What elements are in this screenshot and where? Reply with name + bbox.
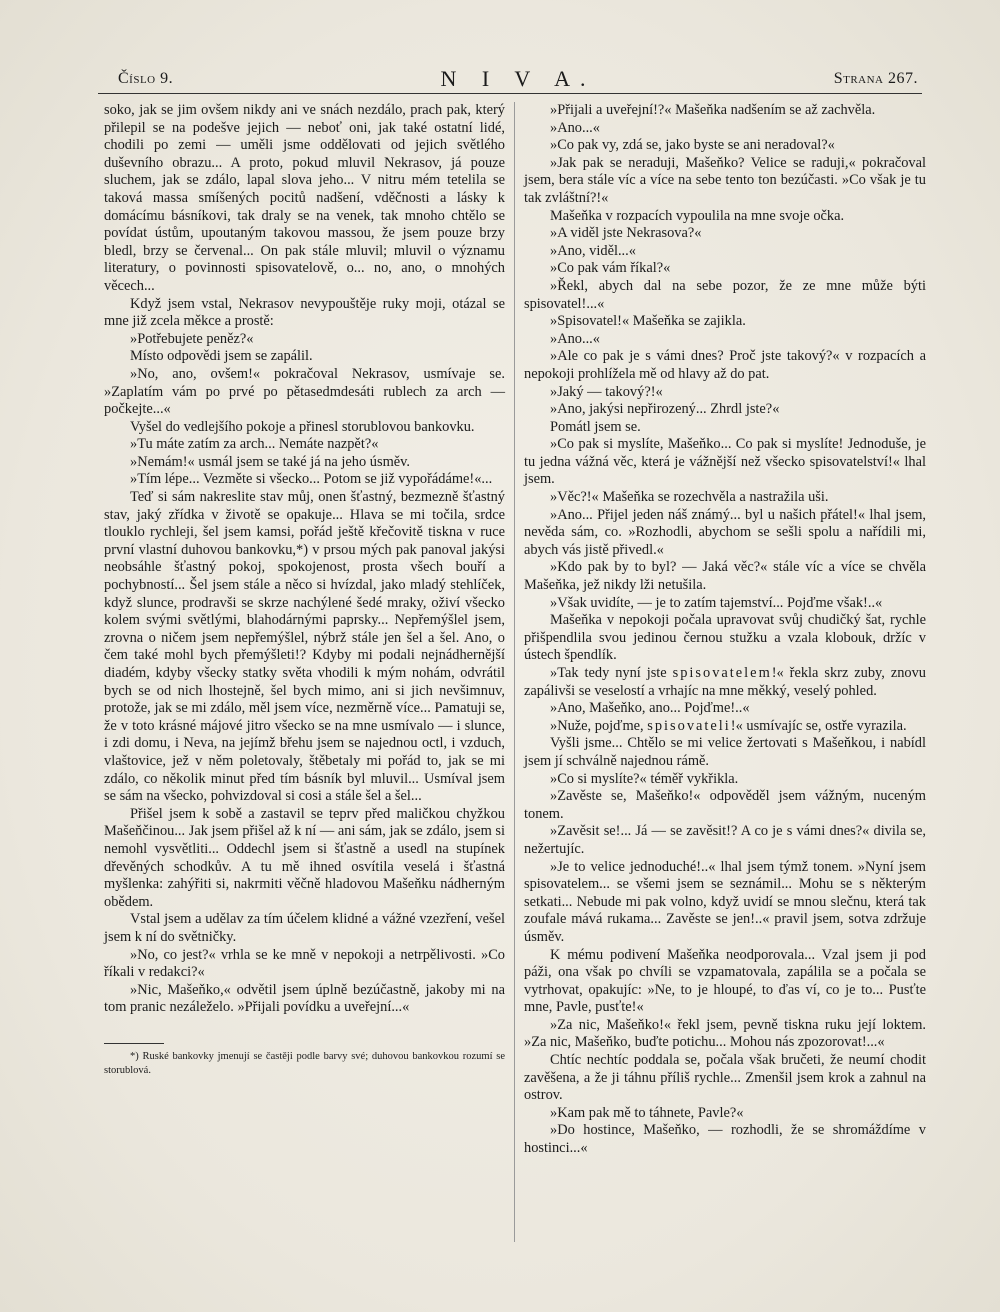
- paragraph: »Ale co pak je s vámi dnes? Proč jste takový?« v rozpacích a nepokoji prohlížela mě od hlavy až do pat.: [524, 348, 926, 382]
- paragraph: »Spisovatel!« Mašeňka se zajikla.: [550, 313, 746, 330]
- paragraph: »Jak pak se neraduji, Mašeňko? Velice se raduji,« pokračoval jsem, bera stále víc a více na sebe tento ton bezúčasti. »Co však je tu tak zvláštní?!«: [524, 154, 926, 206]
- paragraph: soko, jak se jim ovšem nikdy ani ve snách nezdálo, prach pak, který přilepil se na podešve jejich — neboť oni, jak také ostatní lidé, chodili po zemi — uměli jsme oddělovati od jejich světlého duševního obrazu... A proto, pokud mluvil Nekrasov, já pouze sluchem, jak se zdálo, lapal slova jeho... V nitru mém tetelila se taková massa smíšených pocitů nadšení, vděčnosti a lásky k domácímu básníkovi, tak draly se na venek, tak mnoho chtělo se povídat ústům, upoutaným takovou massou, že jsem pouze brzy bledl, brzy se červenal... On pak stále mluvil; mluvil o významu literatury, o povinnosti spisovatelově, o... no, ano, o mnohých věcech...: [104, 102, 505, 294]
- paragraph: Přišel jsem k sobě a zastavil se teprv před maličkou chyžkou Mašeňčinou... Jak jsem přišel až k ní — ani sám, jak se zdálo, jsem si nemohl vysvětliti... Oddechl jsem si šťastně a usedl na stupínek dřevěných schodkův. A tu mě ihned osvítila veselá i šťastná myšlenka: zahýřiti si, nakrmiti věčně hladovou Mašeňku nádherným obědem.: [104, 805, 505, 910]
- paragraph: »Co si myslíte?« téměř vykřikla.: [550, 770, 739, 787]
- paragraph: »Tu máte zatím za arch... Nemáte nazpět?«: [130, 436, 379, 453]
- paragraph: »Věc?!« Mašeňka se rozechvěla a nastražila uši.: [550, 489, 829, 506]
- column-divider: [514, 102, 515, 1242]
- paragraph: »Nuže, pojďme, spisovateli!« usmívajíc se, ostře vyrazila.: [550, 717, 907, 734]
- paragraph: »Kam pak mě to táhnete, Pavle?«: [550, 1104, 744, 1121]
- paragraph: »Za nic, Mašeňko!« řekl jsem, pevně tiskna ruku její loktem. »Za nic, Mašeňko, buďte potichu... Mohou nás zpozorovat!...«: [524, 1016, 926, 1051]
- paragraph: Mašeňka v nepokoji počala upravovat svůj chudičký šat, rychle přišpendlila svou jedinou černou stužku a vzala klobouk, držíc v ústech špendlík.: [524, 612, 926, 664]
- paragraph: »Do hostince, Mašeňko, — rozhodli, že se shromáždíme v hostinci...«: [524, 1122, 926, 1157]
- paragraph: »Co pak vy, zdá se, jako byste se ani neradoval?«: [550, 137, 835, 154]
- paragraph: »Zavěsit se!... Já — se zavěsit!? A co je s vámi dnes?« divila se, nežertujíc.: [524, 823, 926, 857]
- paragraph: »Je to velice jednoduché!..« lhal jsem týmž tonem. »Nyní jsem spisovatelem... se všemi jsem se seznámil... Mohu se s některým setkati... Nebude mi pak volno, když uvidí se mnou slečnu, která tak zoufale mává rukama... Zavěste se jen!..« pravil jsem, sotva zdržuje úsměv.: [524, 858, 926, 945]
- paragraph: »Jaký — takový?!«: [550, 383, 663, 400]
- paragraph: »Nic, Mašeňko,« odvětil jsem úplně bezúčastně, jakoby mi na tom pranic nezáleželo. »Přijali povídku a uveřejní...«: [104, 981, 505, 1016]
- paragraph: »Ano, Mašeňko, ano... Pojďme!..«: [550, 700, 750, 717]
- paragraph: »No, ano, ovšem!« pokračoval Nekrasov, usmívaje se. »Zaplatím vám po prvé po pětasedmdesáti rublech za arch — počkejte...«: [104, 365, 505, 418]
- paragraph: »Nemám!« usmál jsem se také já na jeho úsměv.: [130, 453, 411, 470]
- paragraph: Místo odpovědi jsem se zapálil.: [130, 348, 313, 365]
- paragraph: »No, co jest?« vrhla se ke mně v nepokoji a netrpělivosti. »Co říkali v redakci?«: [104, 946, 505, 981]
- page-header: [118, 64, 918, 94]
- paragraph: Vstal jsem a udělav za tím účelem klidné a vážné vzezření, vešel jsem k ní do světničky.: [104, 911, 505, 945]
- paragraph: »Ano...«: [550, 330, 600, 347]
- paragraph: »Ano...«: [550, 119, 600, 136]
- header-rule: [98, 93, 922, 94]
- left-column: [104, 102, 505, 1078]
- paragraph: Chtíc nechtíc poddala se, počala však bručeti, že neumí chodit zavěšena, a že ji táhnu příliš rychle... Zmenšil jsem krok a zahnul na ostrov.: [524, 1052, 926, 1104]
- paragraph: »Co pak vám říkal?«: [550, 260, 671, 277]
- journal-title: N I V A.: [440, 66, 596, 91]
- paragraph: »Co pak si myslíte, Mašeňko... Co pak si myslíte! Jednoduše, je tu jedna vážná věc, která je vážnější než všecko spisovatelství!« lhal jsem.: [524, 436, 926, 488]
- paragraph: »Přijali a uveřejní!?« Mašeňka nadšením se až zachvěla.: [550, 102, 876, 118]
- paragraph: Vyšel do vedlejšího pokoje a přinesl storublovou bankovku.: [130, 418, 475, 435]
- paragraph: Teď si sám nakreslite stav můj, onen šťastný, bezmezně šťastný stav, jaký zřídka v životě se opakuje... Hlava se mi točila, srdce tlouklo rychleji, šel jsem kamsi, pořád ještě křečovitě tiskna v ruce první vlastní duhovou bankovku,*) v prsou mých pak panoval jakýsi neobsáhle šťastný pokoj, spokojenost, prosta všech bouří a pochybností... Šel jsem stále a něco si hvízdal, jako mladý stehlíček, když slunce, prodravši se skrze nachýlené šedé mraky, oživí všecko kolem svými světlými, blahodárnými paprsky... Nepřemýšlel jsem, zrovna o ničem jsem nepřemýšlel, nýbrž stále jen šel a šel. Ano, o čem také mohl bych přemýšleti!? Kdyby mi podali nejnádhernější diadém, kdyby všecky statky světa vhodili k mým nohám, odvrátil bych se od nich lhostejně, šel bych mimo, ani si jich nevšimnuv, protože, jak se mi zdálo, měl jsem více, nezměrně více... Pamatuji se, že v toto krásné májové jitro všecko se na mne usmívalo — i slunce, i zdi domu, i Neva, na jejímž břehu jsem se najednou octl, i vzduch, vlaštovice, jež v něm poletovaly, štěbetaly mi pořád to, jak se mi zdálo, co několik minut před tím básník byl mluvil... Usmíval jsem se sám na všecko, pohvizdoval si cosi a stále šel a šel...: [104, 489, 505, 805]
- paragraph: Mašeňka v rozpacích vypoulila na mne svoje očka.: [550, 207, 845, 224]
- footnote-rule: [104, 1043, 164, 1044]
- issue-number: Číslo 9.: [118, 70, 174, 87]
- paragraph: Pomátl jsem se.: [550, 418, 641, 435]
- paragraph: »A viděl jste Nekrasova?«: [550, 225, 702, 242]
- paragraph: »Ano, jakýsi nepřirozený... Zhrdl jste?«: [550, 401, 780, 418]
- paragraph: »Kdo pak by to byl? — Jaká věc?« stále víc a více se chvěla Mašeňka, jež nikdy lži netušila.: [524, 559, 926, 594]
- paragraph: »Však uvidíte, — je to zatím tajemství... Pojďme však!..«: [550, 594, 883, 611]
- paragraph: »Potřebujete peněz?«: [130, 330, 254, 347]
- paragraph: K mému podivení Mašeňka neodporovala... Vzal jsem ji pod páži, ona však po chvíli se vzpamatovala, zapálila se a počala se vytrhovat, opakujíc: »Ne, to je hloupé, to ďas ví, co je to... Pusťte mne, Pavle, pusťte!«: [524, 946, 926, 1016]
- footnote: *) Ruské bankovky jmenují se častěji podle barvy své; duhovou bankovkou rozumí se storublová.: [104, 1050, 505, 1076]
- paragraph: Vyšli jsme... Chtělo se mi velice žertovati s Mašeňkou, i nabídl jsem jí schválně najednou rámě.: [524, 735, 926, 769]
- paragraph: »Řekl, abych dal na sebe pozor, že ze mne může býti spisovatel!...«: [524, 277, 926, 312]
- right-column: [524, 102, 926, 1158]
- paragraph: »Tím lépe... Vezměte si všecko... Potom se již vypořádáme!«...: [130, 471, 493, 488]
- page-number: Strana 267.: [833, 70, 918, 87]
- paragraph: »Ano, viděl...«: [550, 242, 636, 259]
- paragraph: »Zavěste se, Mašeňko!« odpověděl jsem vážným, nuceným tonem.: [524, 788, 926, 822]
- paragraph: »Tak tedy nyní jste spisovatelem!« řekla skrz zuby, znovu zapálivši se veselostí a vrhajíc na mne měkký, veselý pohled.: [524, 665, 926, 699]
- paragraph: »Ano... Přijel jeden náš známý... byl u našich přátel!« lhal jsem, nevěda sám, co. »Rozhodli, abychom se sešli spolu a nařídili mi, abych vás jistě přivedl.«: [524, 506, 926, 558]
- paragraph: Když jsem vstal, Nekrasov nevypouštěje ruky moji, otázal se mne již zcela měkce a prostě:: [104, 295, 505, 330]
